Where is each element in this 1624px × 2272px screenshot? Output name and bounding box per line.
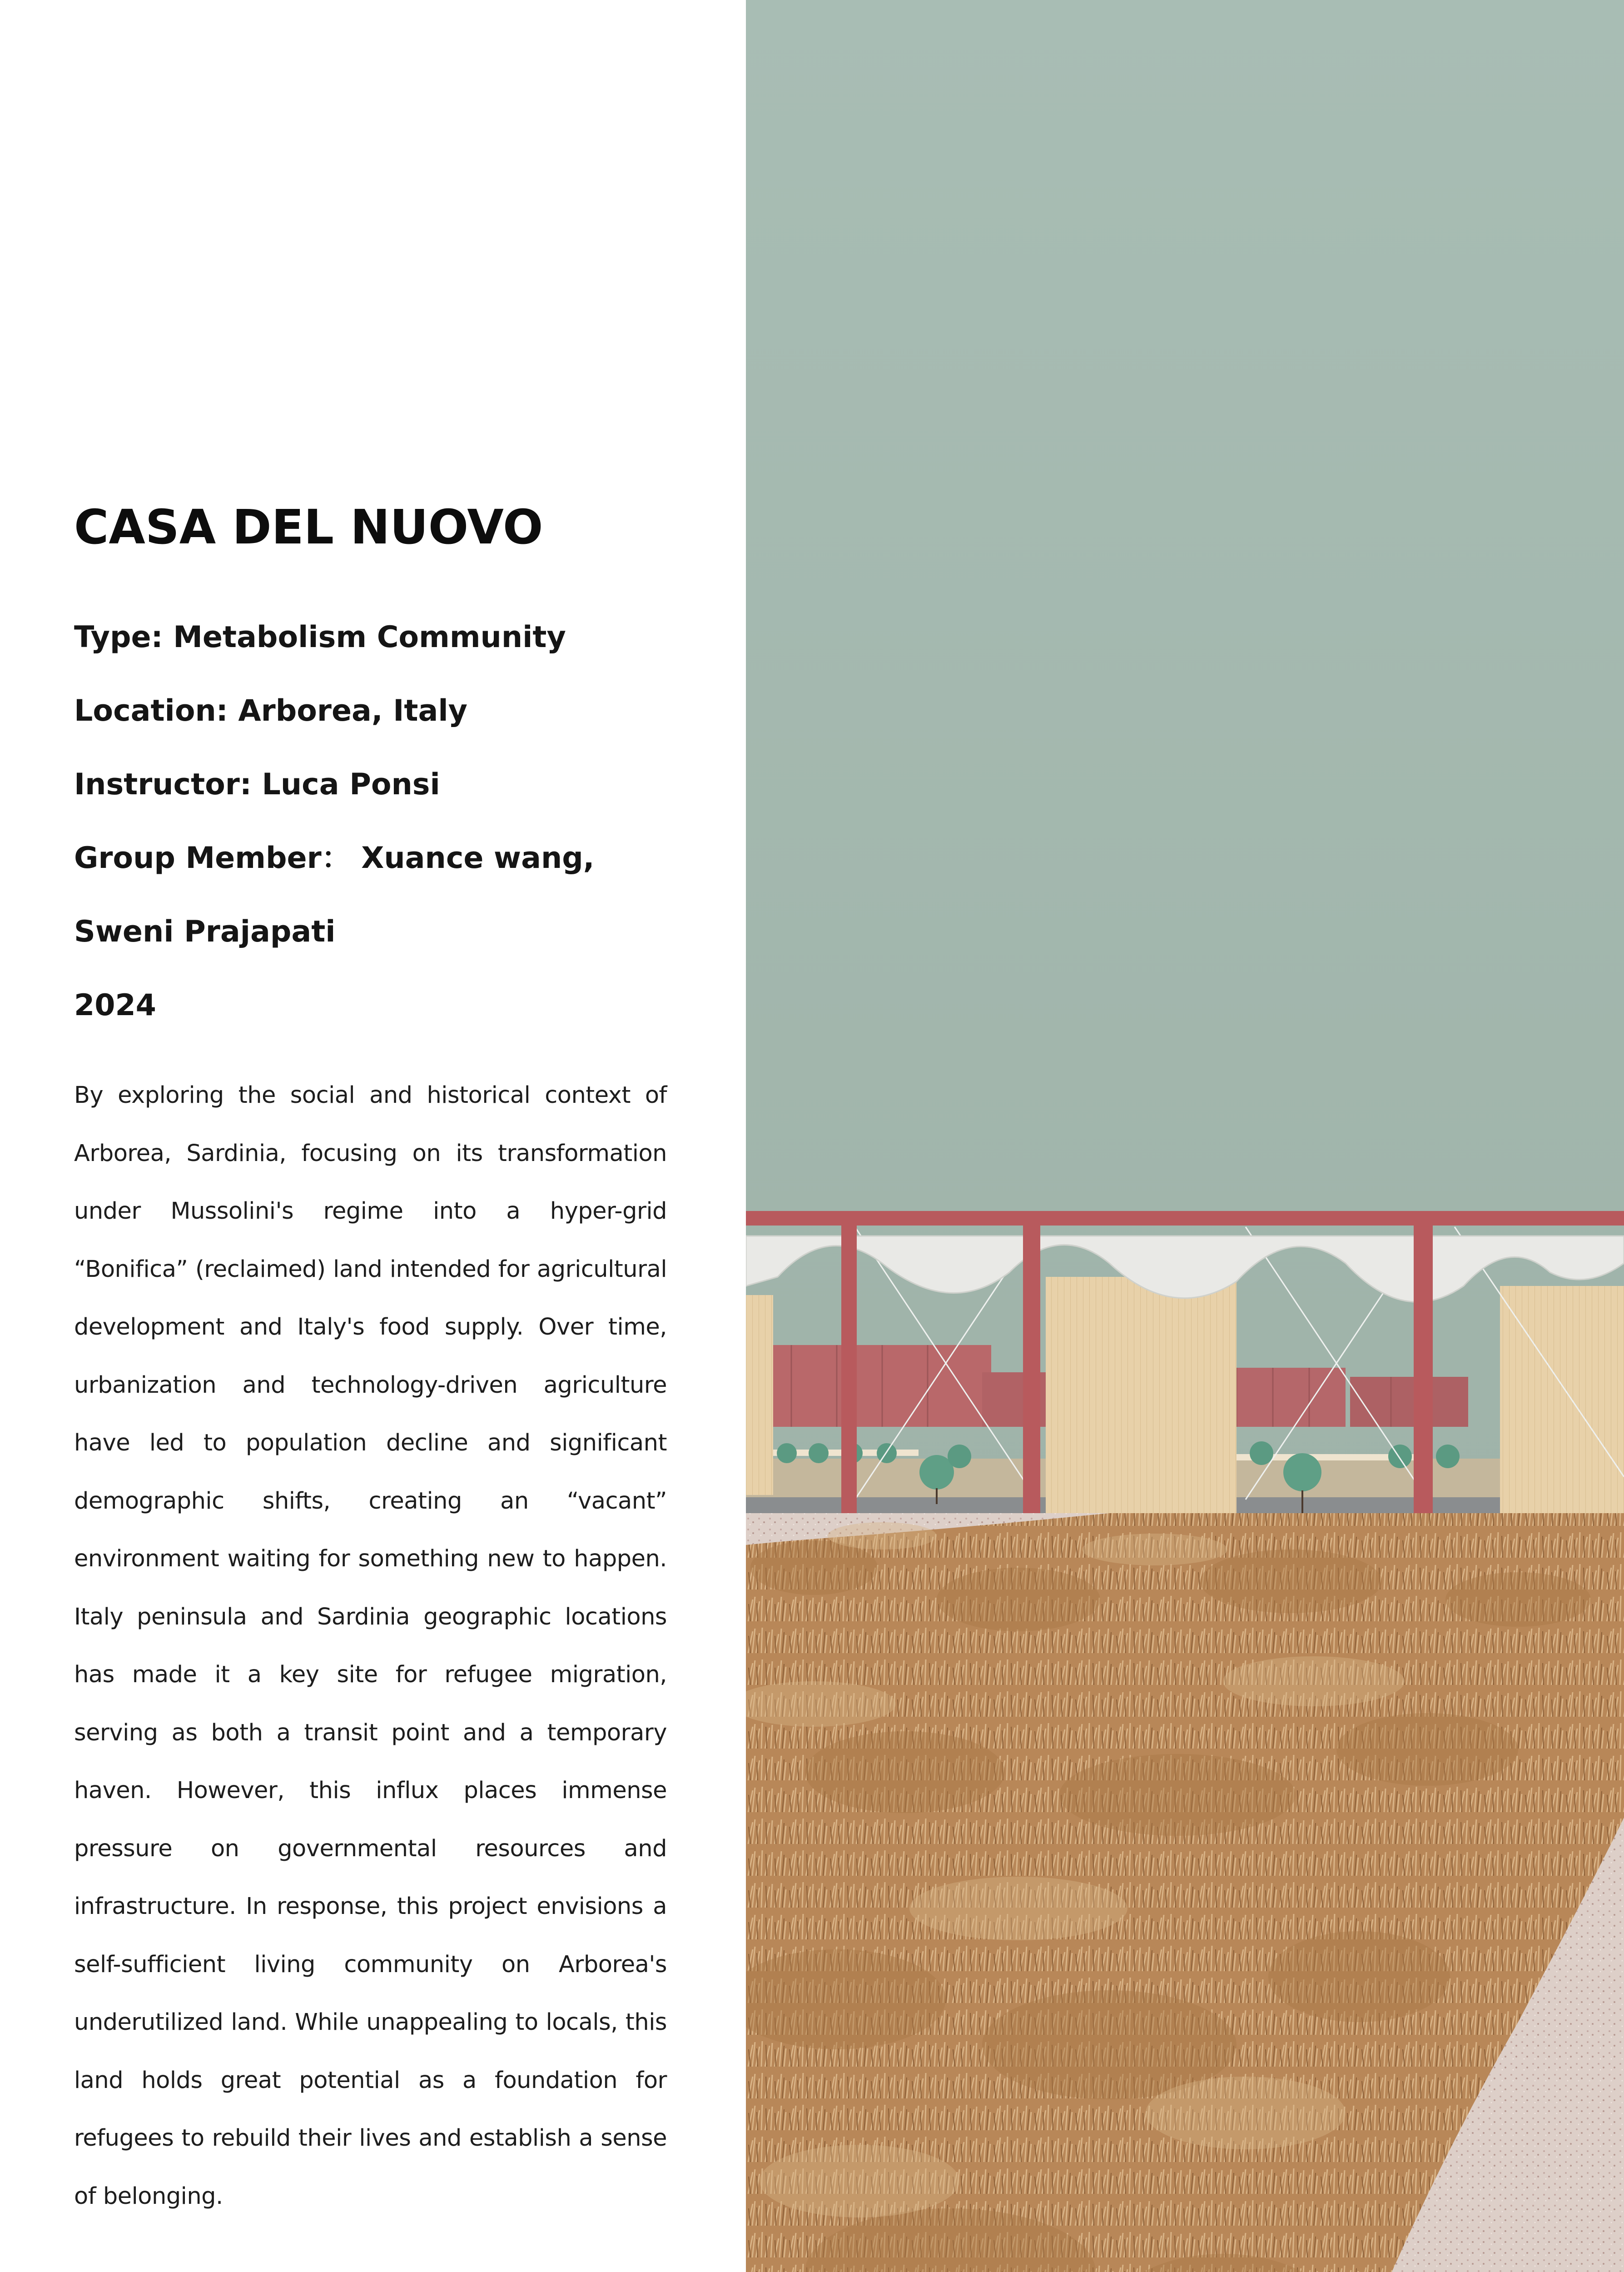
project-instructor: Instructor: Luca Ponsi <box>74 767 440 802</box>
project-location: Location: Arborea, Italy <box>74 694 468 728</box>
text-column <box>0 0 746 2272</box>
project-details <box>74 601 683 1042</box>
perspective-rendering <box>746 0 1624 2272</box>
project-year: 2024 <box>74 988 156 1022</box>
project-type: Type: Metabolism Community <box>74 620 566 654</box>
project-description: By exploring the social and historical context of Arborea, Sardinia, focusing on its transformation under Mussolini's regime into a hyper-grid “Bonifica” (reclaimed) land intended for agricultural development and Italy's food supply. Over time, urbanization and technology-driven agriculture have led to population decline and significant demographic shifts, creating an “vacant” environment waiting for something new to happen. Italy peninsula and Sardinia geographic locations has made it a key site for refugee migration, serving as both a transit point and a temporary haven. However, this influx places immense pressure on governmental resources and infrastructure. In response, this project envisions a self-sufficient living community on Arborea's underutilized land. While unappealing to locals, this land holds great potential as a foundation for refugees to rebuild their lives and establish a sense of belonging. <box>74 1082 667 2210</box>
project-title: CASA DEL NUOVO <box>74 499 543 555</box>
project-group-members: Group Member： Xuance wang, Sweni Prajapati <box>74 841 595 949</box>
